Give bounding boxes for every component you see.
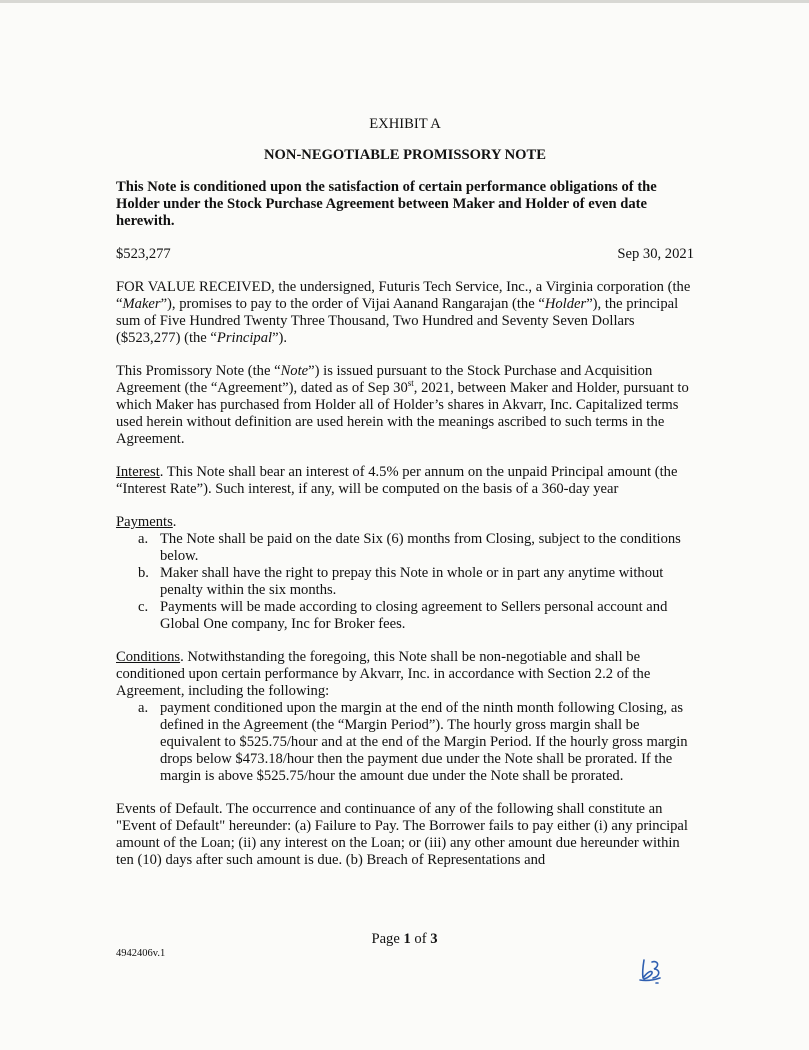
interest-paragraph — [116, 464, 694, 498]
initials-signature-icon — [636, 954, 666, 986]
note-date: Sep 30, 2021 — [617, 246, 694, 262]
for-value-text-2: ”), promises to pay to the order of Vijai Aanand Rangarajan (the “ — [160, 296, 545, 312]
conditions-section — [116, 649, 694, 785]
interest-text: . This Note shall bear an interest of 4.5% per annum on the unpaid Principal amount (the “Interest Rate”). Such interest, if any, will be computed on the basis of a 360-day year — [116, 464, 678, 497]
exhibit-label: EXHIBIT A — [369, 116, 441, 132]
principal-term: Principal — [216, 330, 273, 346]
list-item — [138, 700, 694, 785]
page-label: Page — [371, 931, 404, 947]
list-marker: a. — [138, 700, 149, 716]
document-title: NON-NEGOTIABLE PROMISSORY NOTE — [264, 147, 546, 163]
for-value-text-3: ”), the principal sum of Five Hundred Twenty Three Thousand, Two Hundred and Seventy Seven Dollars ($523,277) (the “ — [116, 296, 679, 346]
list-marker: a. — [138, 531, 149, 547]
date-ordinal: st — [407, 378, 414, 389]
note-term: Note — [280, 363, 309, 379]
current-page: 1 — [403, 931, 411, 947]
conditions-paragraph — [116, 649, 694, 700]
list-item-text: Payments will be made according to closing agreement to Sellers personal account and Global One company, Inc for Broker fees. — [160, 599, 668, 632]
issuance-paragraph — [116, 363, 694, 448]
payments-heading: Payments — [116, 514, 173, 530]
issuance-text-2: ”) is issued pursuant to the Stock Purchase and Acquisition Agreement (the “Agreement”), dated as of Sep 30 — [116, 363, 653, 396]
issuance-text-1: This Promissory Note (the “ — [116, 363, 281, 379]
payments-list — [116, 531, 694, 633]
payments-heading-suffix: . — [172, 514, 177, 530]
holder-term: Holder — [544, 296, 587, 312]
interest-heading: Interest — [116, 464, 160, 480]
maker-term: Maker — [122, 296, 161, 312]
for-value-text-1: FOR VALUE RECEIVED, the undersigned, Futuris Tech Service, Inc., a Virginia corporation (the “ — [116, 279, 691, 312]
page-of: of — [410, 931, 431, 947]
list-item — [138, 531, 694, 565]
amount-date-row — [116, 246, 694, 263]
list-item-text: Maker shall have the right to prepay this Note in whole or in part any anytime without penalty within the six months. — [160, 565, 664, 598]
condition-statement: This Note is conditioned upon the satisfaction of certain performance obligations of the Holder under the Stock Purchase Agreement between Maker and Holder of even date herewith. — [116, 179, 657, 229]
for-value-text-4: ”). — [272, 330, 288, 346]
list-marker: c. — [138, 599, 149, 615]
total-pages: 3 — [430, 931, 438, 947]
payments-heading-line — [116, 514, 694, 531]
document-id: 4942406v.1 — [116, 948, 166, 959]
list-item-text: The Note shall be paid on the date Six (6) months from Closing, subject to the conditions below. — [160, 531, 681, 564]
list-item — [138, 565, 694, 599]
list-item-text: payment conditioned upon the margin at the end of the ninth month following Closing, as defined in the Agreement (the “Margin Period”). The hourly gross margin shall be equivalent to $525.75/hour and at the end of the Margin Period. If the hourly gross margin drops below $473.18/hour then the payment due under the Note shall be prorated. If the margin is above $525.75/hour the amount due under the Note shall be prorated. — [160, 700, 688, 784]
page-number — [0, 931, 809, 948]
document-body — [116, 116, 694, 869]
payments-section — [116, 514, 694, 633]
for-value-paragraph — [116, 279, 694, 347]
conditions-text: . Notwithstanding the foregoing, this Note shall be non-negotiable and shall be conditioned upon certain performance by Akvarr, Inc. in accordance with Section 2.2 of the Agreement, including the following: — [116, 649, 651, 699]
events-of-default-paragraph: Events of Default. The occurrence and continuance of any of the following shall constitute an "Event of Default" hereunder: (a) Failure to Pay. The Borrower fails to pay either (i) any principal amount of the Loan; (ii) any interest on the Loan; or (iii) any other amount due hereunder within ten (10) days after such amount is due. (b) Breach of Representations and — [116, 801, 688, 868]
list-item — [138, 599, 694, 633]
conditions-list — [116, 700, 694, 785]
note-amount: $523,277 — [116, 246, 171, 262]
conditions-heading: Conditions — [116, 649, 181, 665]
scan-edge — [0, 0, 809, 3]
issuance-text-3: , 2021, between Maker and Holder, pursuant to which Maker has purchased from Holder all of Holder’s shares in Akvarr, Inc. Capitalized terms used herein without definition are used herein with the meanings ascribed to such terms in the Agreement. — [116, 380, 689, 447]
list-marker: b. — [138, 565, 149, 581]
